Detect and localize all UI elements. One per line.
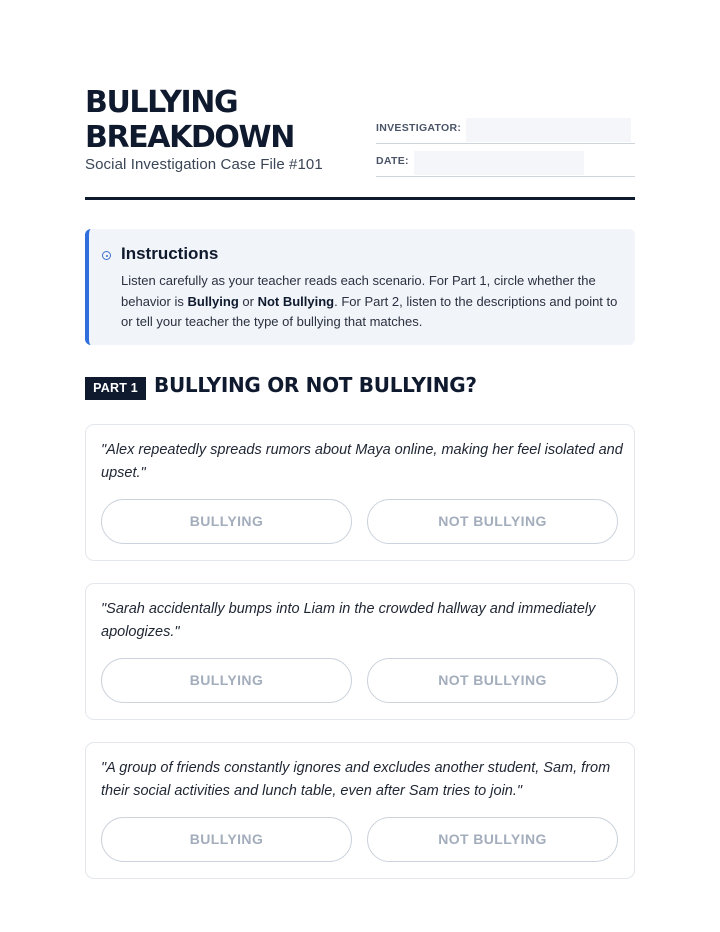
not-bullying-option-button[interactable]: NOT BULLYING	[367, 499, 618, 544]
part-title: BULLYING OR NOT BULLYING?	[154, 373, 477, 397]
not-bullying-option-button[interactable]: NOT BULLYING	[367, 817, 618, 862]
scenario-text: "A group of friends constantly ignores and excludes another student, Sam, from their social activities and lunch table, even after Sam tries to join."	[101, 760, 611, 799]
page-title-line-2: BREAKDOWN	[85, 120, 294, 155]
scenario-card	[85, 583, 635, 720]
date-field	[376, 150, 635, 177]
bullying-option-button[interactable]: BULLYING	[101, 499, 352, 544]
scenario-card	[85, 742, 635, 879]
instructions-bold-not-bullying: Not Bullying	[257, 293, 335, 309]
bullying-option-button[interactable]: BULLYING	[101, 817, 352, 862]
date-label: DATE:	[376, 155, 409, 167]
not-bullying-option-button[interactable]: NOT BULLYING	[367, 658, 618, 703]
bullying-option-button[interactable]: BULLYING	[101, 658, 352, 703]
scenario-text: "Sarah accidentally bumps into Liam in the crowded hallway and immediately apologizes."	[101, 601, 596, 640]
scenario-card	[85, 424, 635, 561]
instructions-text	[121, 271, 626, 333]
instructions-text-part-1: Listen carefully as your teacher reads each scenario. For Part 1, circle whether the behavior is	[121, 273, 596, 309]
instructions-title: Instructions	[121, 244, 219, 263]
header-divider	[85, 197, 635, 200]
info-icon	[102, 251, 111, 260]
date-input[interactable]	[414, 151, 584, 175]
page-title-line-1: BULLYING	[85, 85, 238, 120]
instructions-bold-bullying: Bullying	[187, 293, 239, 309]
instructions-text-part-2: or	[238, 293, 258, 309]
instructions-text-part-3: . For Part 2, listen to the descriptions and point to or tell your teacher the type of bullying that matches.	[121, 293, 618, 329]
investigator-input[interactable]	[466, 118, 631, 142]
case-file-subtitle: Social Investigation Case File #101	[85, 156, 323, 173]
part-badge: PART 1	[85, 377, 146, 400]
investigator-field	[376, 117, 635, 144]
instructions-panel	[85, 229, 635, 345]
investigator-label: INVESTIGATOR:	[376, 122, 462, 134]
scenario-text: "Alex repeatedly spreads rumors about Maya online, making her feel isolated and upset."	[101, 442, 623, 481]
